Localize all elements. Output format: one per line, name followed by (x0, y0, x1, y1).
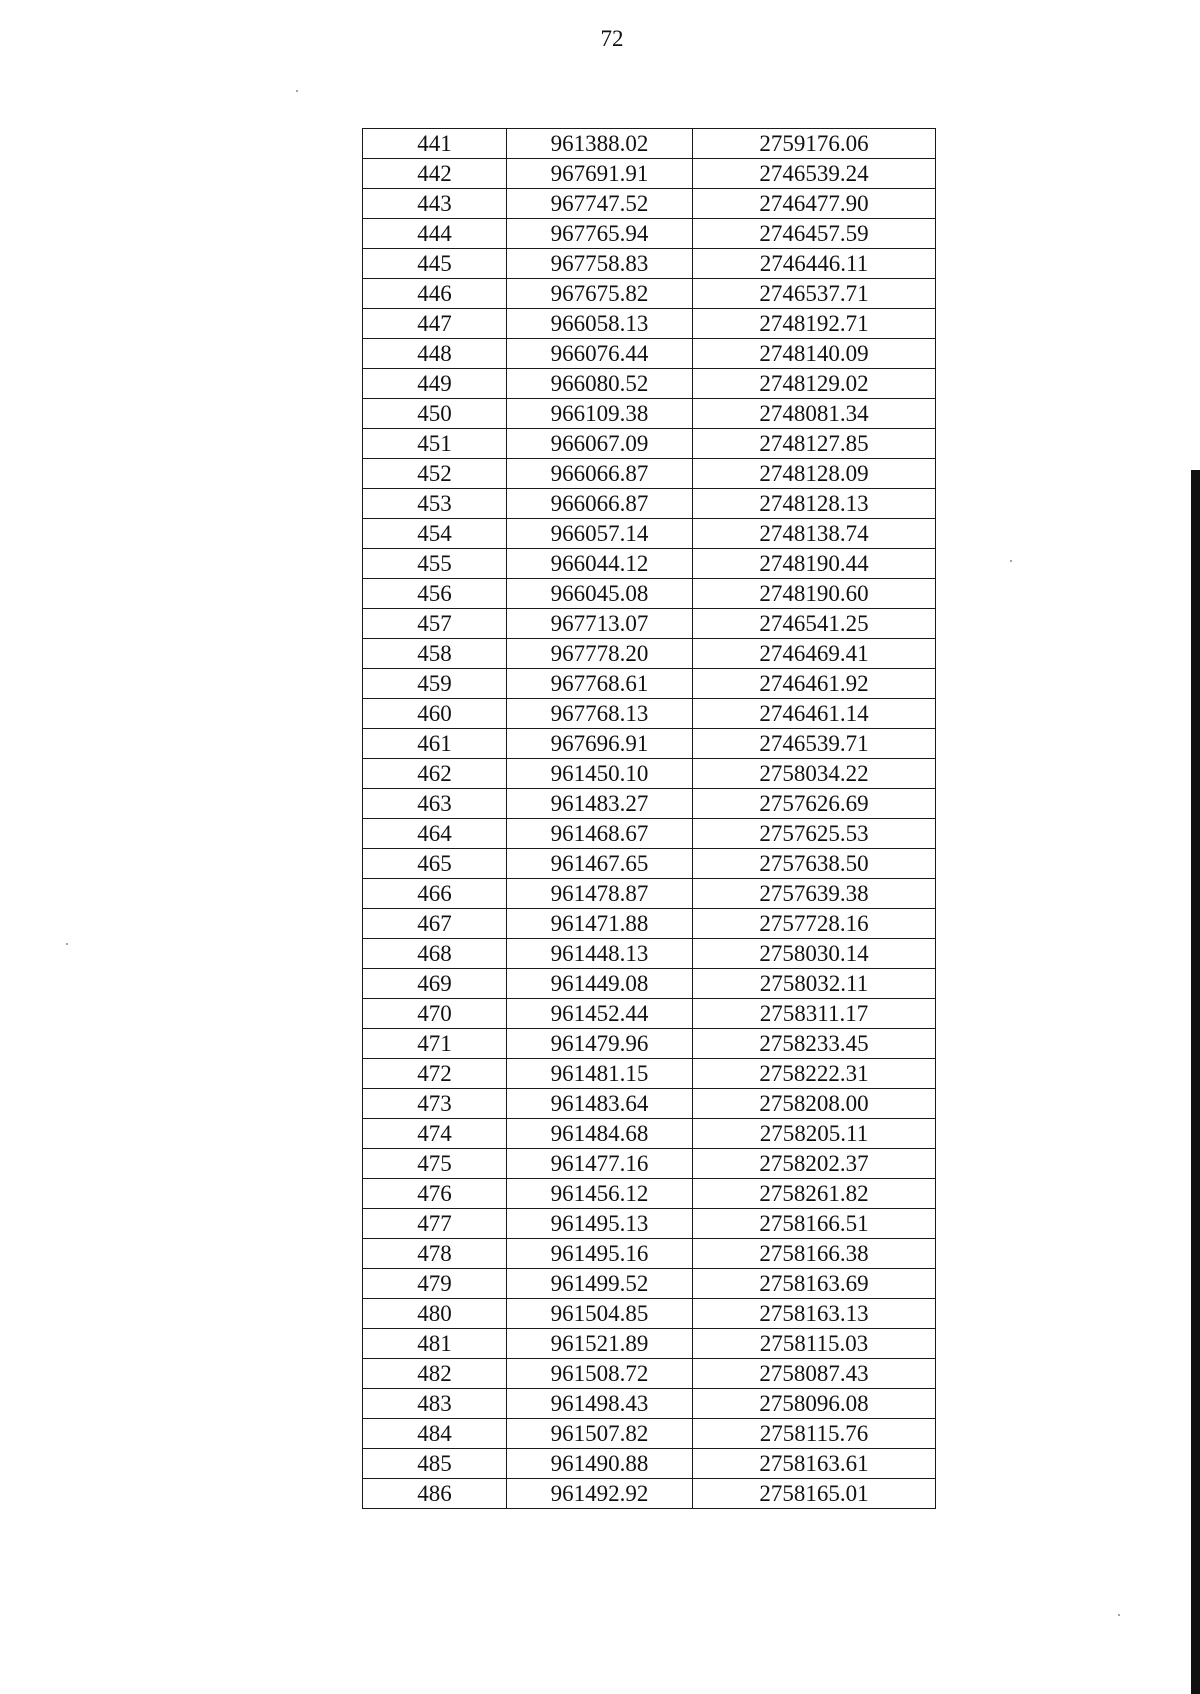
x-coordinate-cell: 961477.16 (507, 1149, 693, 1179)
table-row (363, 159, 936, 189)
x-coordinate-cell: 961484.68 (507, 1119, 693, 1149)
y-coordinate-cell: 2758202.37 (693, 1149, 936, 1179)
y-coordinate-cell: 2758165.01 (693, 1479, 936, 1509)
point-number-cell: 443 (363, 189, 507, 219)
page-number: 72 (600, 26, 624, 51)
point-number-cell: 465 (363, 849, 507, 879)
y-coordinate-cell: 2746461.92 (693, 669, 936, 699)
y-coordinate-cell: 2758087.43 (693, 1359, 936, 1389)
point-number-cell: 475 (363, 1149, 507, 1179)
x-coordinate-cell: 967691.91 (507, 159, 693, 189)
table-row (363, 999, 936, 1029)
point-number-cell: 451 (363, 429, 507, 459)
table-row (363, 1029, 936, 1059)
x-coordinate-cell: 966109.38 (507, 399, 693, 429)
x-coordinate-cell: 961504.85 (507, 1299, 693, 1329)
table-row (363, 519, 936, 549)
y-coordinate-cell: 2748192.71 (693, 309, 936, 339)
x-coordinate-cell: 966058.13 (507, 309, 693, 339)
x-coordinate-cell: 966080.52 (507, 369, 693, 399)
table-row (363, 369, 936, 399)
table-row (363, 339, 936, 369)
table-row (363, 1389, 936, 1419)
table-row (363, 1269, 936, 1299)
y-coordinate-cell: 2748138.74 (693, 519, 936, 549)
table-row (363, 219, 936, 249)
table-row (363, 549, 936, 579)
table-row (363, 1299, 936, 1329)
table-row (363, 759, 936, 789)
y-coordinate-cell: 2746457.59 (693, 219, 936, 249)
table-row (363, 729, 936, 759)
point-number-cell: 450 (363, 399, 507, 429)
table-row (363, 669, 936, 699)
table-row (363, 1449, 936, 1479)
y-coordinate-cell: 2758163.61 (693, 1449, 936, 1479)
x-coordinate-cell: 961508.72 (507, 1359, 693, 1389)
table-row (363, 249, 936, 279)
x-coordinate-cell: 966045.08 (507, 579, 693, 609)
y-coordinate-cell: 2746446.11 (693, 249, 936, 279)
y-coordinate-cell: 2759176.06 (693, 129, 936, 159)
point-number-cell: 466 (363, 879, 507, 909)
table-row (363, 1479, 936, 1509)
x-coordinate-cell: 961471.88 (507, 909, 693, 939)
scan-speck (1118, 1614, 1120, 1616)
point-number-cell: 454 (363, 519, 507, 549)
y-coordinate-cell: 2758311.17 (693, 999, 936, 1029)
point-number-cell: 441 (363, 129, 507, 159)
y-coordinate-cell: 2748140.09 (693, 339, 936, 369)
x-coordinate-cell: 961481.15 (507, 1059, 693, 1089)
point-number-cell: 474 (363, 1119, 507, 1149)
table-row (363, 909, 936, 939)
point-number-cell: 470 (363, 999, 507, 1029)
y-coordinate-cell: 2748129.02 (693, 369, 936, 399)
y-coordinate-cell: 2758115.76 (693, 1419, 936, 1449)
point-number-cell: 477 (363, 1209, 507, 1239)
y-coordinate-cell: 2746461.14 (693, 699, 936, 729)
x-coordinate-cell: 961388.02 (507, 129, 693, 159)
point-number-cell: 481 (363, 1329, 507, 1359)
y-coordinate-cell: 2748190.44 (693, 549, 936, 579)
table-row (363, 1179, 936, 1209)
x-coordinate-cell: 961495.16 (507, 1239, 693, 1269)
y-coordinate-cell: 2746539.71 (693, 729, 936, 759)
table-row (363, 309, 936, 339)
y-coordinate-cell: 2748127.85 (693, 429, 936, 459)
point-number-cell: 479 (363, 1269, 507, 1299)
y-coordinate-cell: 2746477.90 (693, 189, 936, 219)
y-coordinate-cell: 2758032.11 (693, 969, 936, 999)
table-row (363, 849, 936, 879)
table-row (363, 639, 936, 669)
point-number-cell: 457 (363, 609, 507, 639)
point-number-cell: 485 (363, 1449, 507, 1479)
table-row (363, 579, 936, 609)
y-coordinate-cell: 2758166.38 (693, 1239, 936, 1269)
y-coordinate-cell: 2757626.69 (693, 789, 936, 819)
point-number-cell: 448 (363, 339, 507, 369)
coordinates-table (362, 128, 936, 1509)
point-number-cell: 447 (363, 309, 507, 339)
point-number-cell: 458 (363, 639, 507, 669)
x-coordinate-cell: 967768.13 (507, 699, 693, 729)
y-coordinate-cell: 2758163.13 (693, 1299, 936, 1329)
x-coordinate-cell: 966067.09 (507, 429, 693, 459)
x-coordinate-cell: 967675.82 (507, 279, 693, 309)
y-coordinate-cell: 2757638.50 (693, 849, 936, 879)
table-row (363, 129, 936, 159)
y-coordinate-cell: 2757639.38 (693, 879, 936, 909)
point-number-cell: 452 (363, 459, 507, 489)
table-row (363, 1239, 936, 1269)
table-row (363, 609, 936, 639)
x-coordinate-cell: 961483.64 (507, 1089, 693, 1119)
point-number-cell: 461 (363, 729, 507, 759)
point-number-cell: 482 (363, 1359, 507, 1389)
coordinates-table-body (363, 129, 936, 1509)
table-row (363, 879, 936, 909)
y-coordinate-cell: 2748190.60 (693, 579, 936, 609)
x-coordinate-cell: 961507.82 (507, 1419, 693, 1449)
point-number-cell: 444 (363, 219, 507, 249)
x-coordinate-cell: 961450.10 (507, 759, 693, 789)
y-coordinate-cell: 2758208.00 (693, 1089, 936, 1119)
scan-edge-bar (1191, 470, 1200, 1694)
point-number-cell: 456 (363, 579, 507, 609)
point-number-cell: 478 (363, 1239, 507, 1269)
x-coordinate-cell: 961468.67 (507, 819, 693, 849)
y-coordinate-cell: 2758163.69 (693, 1269, 936, 1299)
x-coordinate-cell: 966066.87 (507, 459, 693, 489)
y-coordinate-cell: 2746539.24 (693, 159, 936, 189)
x-coordinate-cell: 961479.96 (507, 1029, 693, 1059)
x-coordinate-cell: 966066.87 (507, 489, 693, 519)
point-number-cell: 442 (363, 159, 507, 189)
table-row (363, 189, 936, 219)
table-row (363, 1149, 936, 1179)
table-row (363, 1359, 936, 1389)
scan-speck (296, 90, 298, 92)
point-number-cell: 472 (363, 1059, 507, 1089)
point-number-cell: 468 (363, 939, 507, 969)
x-coordinate-cell: 961495.13 (507, 1209, 693, 1239)
point-number-cell: 471 (363, 1029, 507, 1059)
y-coordinate-cell: 2758096.08 (693, 1389, 936, 1419)
point-number-cell: 445 (363, 249, 507, 279)
table-row (363, 279, 936, 309)
point-number-cell: 467 (363, 909, 507, 939)
scan-speck (1010, 560, 1012, 562)
table-row (363, 699, 936, 729)
point-number-cell: 469 (363, 969, 507, 999)
x-coordinate-cell: 961449.08 (507, 969, 693, 999)
y-coordinate-cell: 2746541.25 (693, 609, 936, 639)
table-row (363, 1419, 936, 1449)
point-number-cell: 486 (363, 1479, 507, 1509)
x-coordinate-cell: 967778.20 (507, 639, 693, 669)
x-coordinate-cell: 961452.44 (507, 999, 693, 1029)
table-row (363, 1119, 936, 1149)
table-row (363, 399, 936, 429)
x-coordinate-cell: 961456.12 (507, 1179, 693, 1209)
x-coordinate-cell: 961490.88 (507, 1449, 693, 1479)
y-coordinate-cell: 2757625.53 (693, 819, 936, 849)
point-number-cell: 476 (363, 1179, 507, 1209)
table-row (363, 969, 936, 999)
x-coordinate-cell: 961499.52 (507, 1269, 693, 1299)
y-coordinate-cell: 2746469.41 (693, 639, 936, 669)
y-coordinate-cell: 2758030.14 (693, 939, 936, 969)
scan-speck (66, 943, 68, 945)
table-row (363, 939, 936, 969)
y-coordinate-cell: 2758166.51 (693, 1209, 936, 1239)
x-coordinate-cell: 967768.61 (507, 669, 693, 699)
x-coordinate-cell: 961467.65 (507, 849, 693, 879)
y-coordinate-cell: 2748128.13 (693, 489, 936, 519)
point-number-cell: 446 (363, 279, 507, 309)
x-coordinate-cell: 961492.92 (507, 1479, 693, 1509)
x-coordinate-cell: 966076.44 (507, 339, 693, 369)
point-number-cell: 459 (363, 669, 507, 699)
y-coordinate-cell: 2758233.45 (693, 1029, 936, 1059)
x-coordinate-cell: 961478.87 (507, 879, 693, 909)
table-row (363, 1089, 936, 1119)
x-coordinate-cell: 961448.13 (507, 939, 693, 969)
y-coordinate-cell: 2758261.82 (693, 1179, 936, 1209)
point-number-cell: 449 (363, 369, 507, 399)
point-number-cell: 455 (363, 549, 507, 579)
table-row (363, 459, 936, 489)
x-coordinate-cell: 967758.83 (507, 249, 693, 279)
point-number-cell: 462 (363, 759, 507, 789)
table-row (363, 489, 936, 519)
x-coordinate-cell: 961521.89 (507, 1329, 693, 1359)
table-row (363, 1059, 936, 1089)
point-number-cell: 460 (363, 699, 507, 729)
y-coordinate-cell: 2758205.11 (693, 1119, 936, 1149)
x-coordinate-cell: 967713.07 (507, 609, 693, 639)
table-row (363, 429, 936, 459)
point-number-cell: 473 (363, 1089, 507, 1119)
y-coordinate-cell: 2746537.71 (693, 279, 936, 309)
x-coordinate-cell: 961483.27 (507, 789, 693, 819)
point-number-cell: 484 (363, 1419, 507, 1449)
y-coordinate-cell: 2758115.03 (693, 1329, 936, 1359)
y-coordinate-cell: 2758222.31 (693, 1059, 936, 1089)
table-row (363, 1329, 936, 1359)
x-coordinate-cell: 961498.43 (507, 1389, 693, 1419)
point-number-cell: 463 (363, 789, 507, 819)
y-coordinate-cell: 2758034.22 (693, 759, 936, 789)
x-coordinate-cell: 967747.52 (507, 189, 693, 219)
point-number-cell: 453 (363, 489, 507, 519)
point-number-cell: 483 (363, 1389, 507, 1419)
x-coordinate-cell: 967765.94 (507, 219, 693, 249)
x-coordinate-cell: 967696.91 (507, 729, 693, 759)
x-coordinate-cell: 966044.12 (507, 549, 693, 579)
table-row (363, 819, 936, 849)
x-coordinate-cell: 966057.14 (507, 519, 693, 549)
point-number-cell: 464 (363, 819, 507, 849)
y-coordinate-cell: 2757728.16 (693, 909, 936, 939)
y-coordinate-cell: 2748081.34 (693, 399, 936, 429)
y-coordinate-cell: 2748128.09 (693, 459, 936, 489)
table-row (363, 789, 936, 819)
point-number-cell: 480 (363, 1299, 507, 1329)
table-row (363, 1209, 936, 1239)
